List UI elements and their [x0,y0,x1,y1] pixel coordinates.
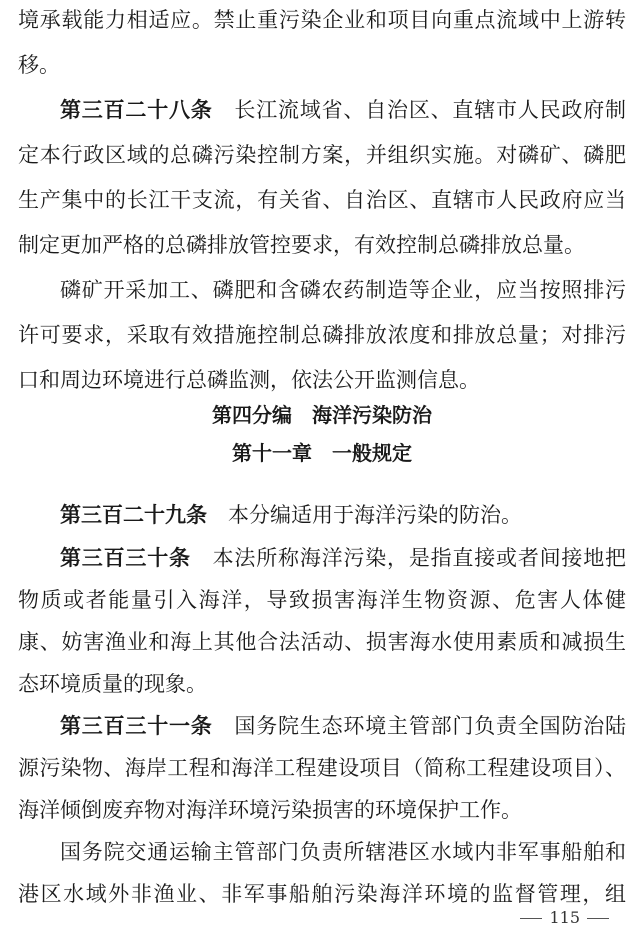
text-line: 移。 [18,53,60,77]
text-line: 物质或者能量引入海洋，导致损害海洋生物资源、危害人体健 [18,588,626,612]
text-line: 境承载能力相适应。禁止重污染企业和项目向重点流域中上游转 [18,8,626,32]
article-330 [60,538,626,578]
article-number: 第三百三十一条 [60,714,213,738]
text-line: 口和周边环境进行总磷监测，依法公开监测信息。 [18,368,480,392]
dash-left [520,918,542,919]
article-329 [60,495,522,535]
article-328 [60,90,626,130]
text-line: 康、妨害渔业和海上其他合法活动、损害海水使用素质和减损生 [18,630,626,654]
page-number [513,903,616,933]
text-line: 海洋倾倒废弃物对海洋环境污染损害的环境保护工作。 [18,798,522,822]
text-line: 生产集中的长江干支流，有关省、自治区、直辖市人民政府应当 [18,188,626,212]
dash-right [587,918,609,919]
text-line: 国务院交通运输主管部门负责所辖港区水域内非军事船舶和 [60,840,626,864]
article-number: 第三百二十八条 [60,98,213,122]
article-number: 第三百三十条 [60,546,191,570]
page-number-value: 115 [549,908,580,927]
article-text: 国务院生态环境主管部门负责全国防治陆 [234,714,627,738]
article-text: 长江流域省、自治区、直辖市人民政府制 [234,98,627,122]
chapter-heading: 第十一章 一般规定 [232,441,412,465]
article-text: 本法所称海洋污染，是指直接或者间接地把 [212,546,627,570]
part-heading: 第四分编 海洋污染防治 [212,403,432,427]
text-line: 源污染物、海岸工程和海洋工程建设项目（简称工程建设项目）、 [18,756,626,780]
article-number: 第三百二十九条 [60,503,207,527]
article-text: 本分编适用于海洋污染的防治。 [228,503,522,527]
text-line: 港区水域外非渔业、非军事船舶污染海洋环境的监督管理，组 [18,882,626,906]
text-line: 制定更加严格的总磷排放管控要求，有效控制总磷排放总量。 [18,233,585,257]
text-line: 许可要求，采取有效措施控制总磷排放浓度和排放总量；对排污 [18,323,626,347]
text-line: 态环境质量的现象。 [18,672,207,696]
text-line: 磷矿开采加工、磷肥和含磷农药制造等企业，应当按照排污 [60,278,626,302]
article-331 [60,706,626,746]
text-line: 定本行政区域的总磷污染控制方案，并组织实施。对磷矿、磷肥 [18,143,626,167]
